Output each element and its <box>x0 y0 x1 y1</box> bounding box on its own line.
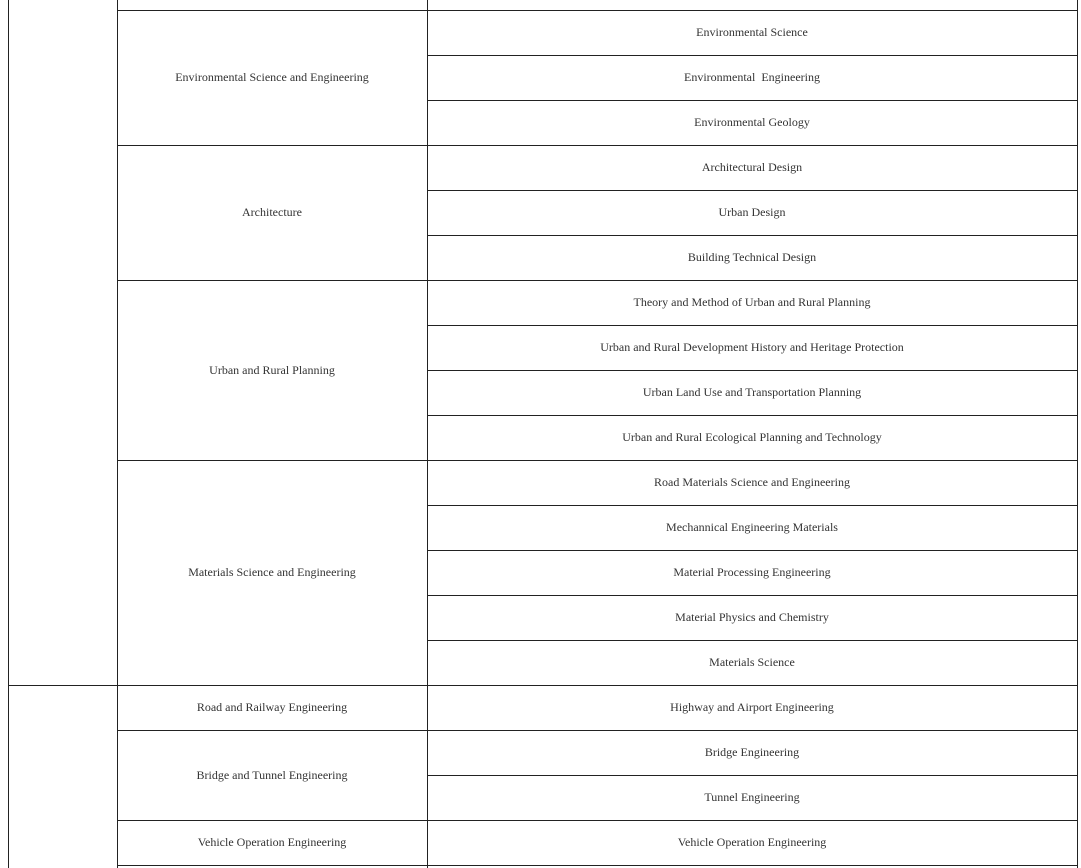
discipline-cell: Materials Science and Engineering <box>188 565 356 579</box>
discipline-cell: Urban and Rural Planning <box>209 362 335 377</box>
specialization-cell: Building Technical Design <box>687 250 817 264</box>
discipline-cell: Road and Railway Engineering <box>196 700 348 714</box>
row-divider <box>117 460 1078 461</box>
specialization-cell: Environmental Engineering <box>684 70 820 84</box>
row-divider <box>427 595 1078 596</box>
row-divider <box>427 640 1078 641</box>
discipline-cell <box>117 0 427 10</box>
first-level-cell-top <box>8 0 117 685</box>
row-divider <box>117 145 1078 146</box>
row-divider <box>427 55 1078 56</box>
discipline-cell: Bridge and Tunnel Engineering <box>196 767 348 782</box>
specialization-cell: Material Processing Engineering <box>673 565 831 579</box>
specialization-cell: Environmental Science <box>696 25 808 39</box>
row-divider <box>427 550 1078 551</box>
specialization-cell: Urban Land Use and Transportation Planning <box>642 385 862 399</box>
specialization-cell: Bridge Engineering <box>704 745 800 759</box>
column-divider <box>117 0 118 868</box>
specialization-cell: Urban and Rural Development History and Heritage Protection <box>600 340 904 354</box>
row-divider <box>427 505 1078 506</box>
column-divider <box>427 0 428 868</box>
table-border-left <box>8 0 9 868</box>
specialization-cell: Vehicle Operation Engineering <box>677 835 827 849</box>
row-divider <box>427 415 1078 416</box>
row-divider <box>427 100 1078 101</box>
specialization-cell: Environmental Geology <box>694 115 810 129</box>
specialization-cell: Tunnel Engineering <box>704 790 800 804</box>
specialization-cell: Architectural Design <box>701 160 803 174</box>
row-divider <box>117 280 1078 281</box>
specialization-cell: Material Physics and Chemistry <box>675 610 829 624</box>
row-divider <box>117 820 1078 821</box>
specialization-cell: Road Materials Science and Engineering <box>654 475 850 489</box>
row-divider <box>117 730 1078 731</box>
discipline-cell: Architecture <box>242 205 302 219</box>
specialization-cell: Theory and Method of Urban and Rural Planning <box>633 295 871 309</box>
row-divider <box>8 685 1078 686</box>
row-divider <box>427 775 1078 776</box>
discipline-cell: Environmental Science and Engineering <box>175 70 369 84</box>
table-border-right <box>1077 0 1078 868</box>
first-level-cell-bottom <box>8 685 117 868</box>
row-divider <box>427 235 1078 236</box>
row-divider <box>117 865 1078 866</box>
row-divider <box>117 10 1078 11</box>
specialization-cell: Materials Science <box>709 655 795 669</box>
row-divider <box>427 190 1078 191</box>
row-divider <box>427 370 1078 371</box>
discipline-cell: Vehicle Operation Engineering <box>197 835 347 849</box>
row-divider <box>427 325 1078 326</box>
specialization-cell: Urban and Rural Ecological Planning and Technology <box>622 430 882 444</box>
specialization-cell: Highway and Airport Engineering <box>670 700 834 714</box>
specialization-cell: Urban Design <box>718 205 786 219</box>
specialization-cell: Mechannical Engineering Materials <box>666 520 838 534</box>
